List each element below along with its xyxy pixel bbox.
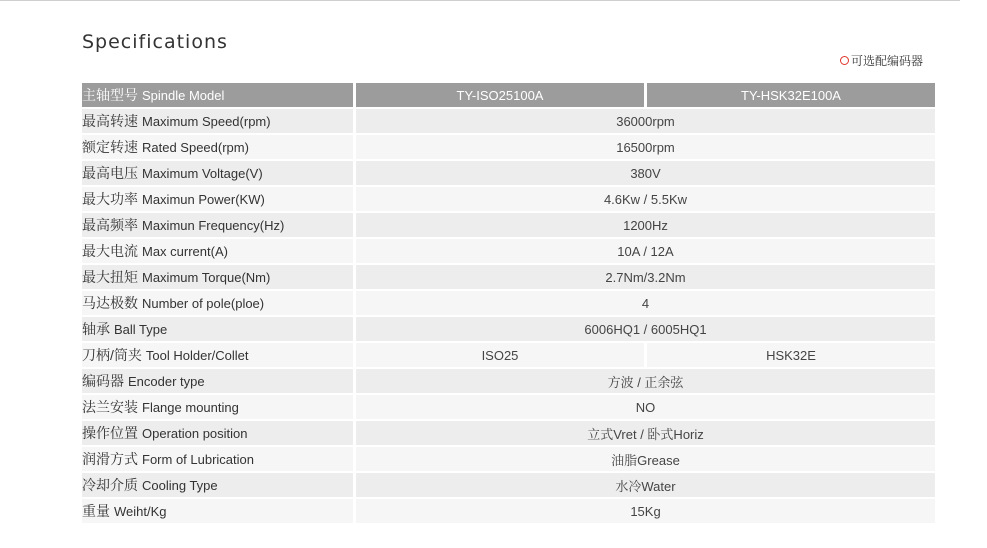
spec-row [82,239,935,263]
spec-row [82,213,935,237]
spec-row [82,291,935,315]
spec-value: NO [356,395,935,419]
spec-label-en: Maximun Frequency(Hz) [142,218,285,233]
header-label-en: Spindle Model [142,88,225,103]
spec-label-zh: 最高频率 [82,217,138,233]
spec-value: 15Kg [356,499,935,523]
spec-row [82,473,935,497]
spec-label-en: Maximun Power(KW) [142,192,265,207]
spec-label-zh: 额定转速 [82,139,138,155]
spec-label-zh: 操作位置 [82,425,138,441]
spec-label-en: Rated Speed(rpm) [142,140,249,155]
spec-label-zh: 最高转速 [82,113,138,129]
spec-label [82,447,353,471]
spec-value: 4 [356,291,935,315]
spec-label-zh: 编码器 [82,373,124,389]
spec-row [82,265,935,289]
header-model-b: TY-HSK32E100A [647,83,935,107]
spec-label-zh: 最大功率 [82,191,138,207]
spec-label-zh: 冷却介质 [82,477,138,493]
top-divider [0,0,960,1]
spec-label-en: Number of pole(ploe) [142,296,265,311]
spec-label [82,499,353,523]
spec-label [82,369,353,393]
spec-label [82,395,353,419]
spec-value: 6006HQ1 / 6005HQ1 [356,317,935,341]
spec-label-en: Flange mounting [142,400,239,415]
optional-note-text: 可选配编码器 [851,54,924,68]
spec-row [82,109,935,133]
spec-value: 380V [356,161,935,185]
spec-label [82,343,353,367]
spec-label [82,421,353,445]
spec-row [82,421,935,445]
spec-label [82,473,353,497]
spec-row [82,161,935,185]
spec-label [82,265,353,289]
header-label-zh: 主轴型号 [82,87,138,103]
spec-value-b: HSK32E [647,343,935,367]
page-title: Specifications [82,31,228,53]
spec-value: 立式Vret / 卧式Horiz [356,421,935,445]
spec-label [82,291,353,315]
spec-row [82,369,935,393]
spec-value: 方波 / 正余弦 [356,369,935,393]
spec-label-zh: 轴承 [82,321,110,337]
spec-label [82,187,353,211]
spec-label-en: Encoder type [128,374,205,389]
spec-value: 油脂Grease [356,447,935,471]
spec-label-en: Cooling Type [142,478,218,493]
spec-label-en: Maximum Torque(Nm) [142,270,271,285]
header-label [82,83,353,107]
spec-label-zh: 刀柄/筒夹 [82,347,142,363]
spec-label-en: Maximum Voltage(V) [142,166,263,181]
spec-value: 4.6Kw / 5.5Kw [356,187,935,211]
spec-label-zh: 法兰安装 [82,399,138,415]
spec-label [82,317,353,341]
spec-label-zh: 最大电流 [82,243,138,259]
spec-label [82,135,353,159]
spec-label-en: Operation position [142,426,248,441]
spec-label-zh: 重量 [82,503,110,519]
circle-icon [840,56,849,65]
spec-header-row [82,83,935,107]
spec-label-en: Max current(A) [142,244,228,259]
spec-row [82,187,935,211]
spec-row [82,395,935,419]
spec-value-a: ISO25 [356,343,644,367]
spec-label-en: Tool Holder/Collet [145,348,249,363]
spec-label [82,161,353,185]
spec-label-zh: 最高电压 [82,165,138,181]
spec-label-en: Form of Lubrication [142,452,254,467]
spec-label-zh: 润滑方式 [82,451,138,467]
spec-value: 10A / 12A [356,239,935,263]
spec-value: 16500rpm [356,135,935,159]
spec-label-en: Maximum Speed(rpm) [142,114,271,129]
spec-value: 1200Hz [356,213,935,237]
spec-label-en: Ball Type [114,322,168,337]
header-model-a: TY-ISO25100A [356,83,644,107]
spec-row [82,135,935,159]
spec-value: 水冷Water [356,473,935,497]
spec-label-zh: 最大扭矩 [82,269,138,285]
spec-row [82,499,935,523]
optional-encoder-note [840,52,923,69]
spec-row [82,343,935,367]
spec-value: 2.7Nm/3.2Nm [356,265,935,289]
spec-row [82,447,935,471]
spec-label-zh: 马达极数 [82,295,138,311]
spec-value: 36000rpm [356,109,935,133]
spec-label-en: Weiht/Kg [114,504,167,519]
spec-label [82,109,353,133]
spec-label [82,239,353,263]
spec-table [82,81,935,525]
spec-label [82,213,353,237]
spec-row [82,317,935,341]
